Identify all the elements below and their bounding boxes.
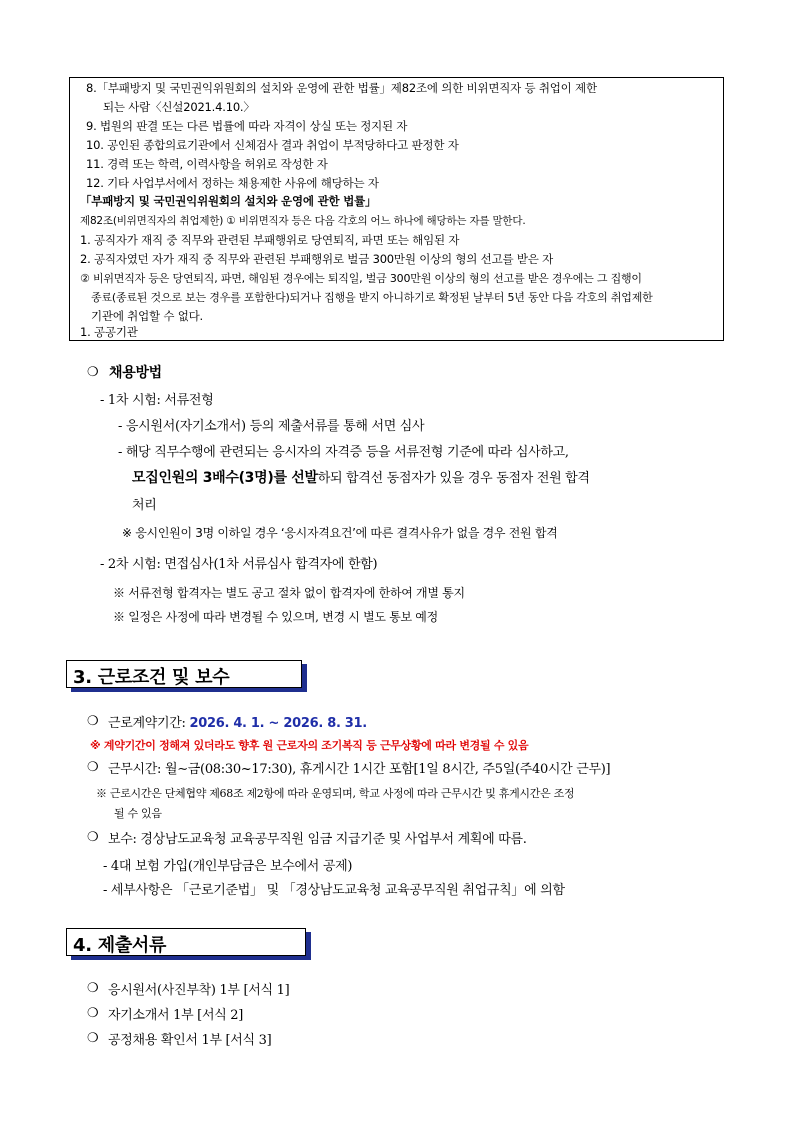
- recruit-heading: 채용방법: [109, 365, 162, 381]
- note-2: ※ 일정은 사정에 따라 변경될 수 있으며, 변경 시 별도 통보 예정: [113, 610, 438, 624]
- pay-details: - 세부사항은 「근로기준법」 및 「경상남도교육청 교육공무직원 취업규칙」에 의함: [103, 883, 565, 898]
- step1-b1: - 해당 직무수행에 관련되는 응시자의 자격증 등을 서류전형 기준에 따라 심사하고,: [118, 445, 569, 460]
- step1-b2: [132, 467, 590, 487]
- bullet-icon: ❍: [87, 981, 99, 996]
- box-line-11: 11. 경력 또는 학력, 이력사항을 허위로 작성한 자: [86, 157, 328, 171]
- contract-period-note: ※ 계약기간이 정해져 있더라도 향후 원 근로자의 조기복직 등 근무상황에 따라 변경될 수 있음: [90, 739, 529, 752]
- box-item-public: 1. 공공기관: [80, 325, 138, 339]
- contract-period: [108, 712, 367, 731]
- doc-item: 응시원서(사진부착) 1부 [서식 1]: [108, 983, 290, 998]
- work-hours-note-cont: 될 수 있음: [114, 807, 162, 820]
- pay: 보수: 경상남도교육청 교육공무직원 임금 지급기준 및 사업부서 계획에 따름.: [108, 832, 527, 847]
- box-para-2-cont2: 기관에 취업할 수 없다.: [91, 309, 204, 323]
- bullet-icon: ❍: [87, 1006, 99, 1021]
- box-article: 제82조(비위면직자의 취업제한) ① 비위면직자 등은 다음 각호의 어느 하나에 해당하는 자를 말한다.: [80, 215, 526, 227]
- bullet-icon: ❍: [87, 830, 99, 845]
- step1-b3: 처리: [132, 498, 157, 513]
- bullet-icon: ❍: [87, 1031, 99, 1046]
- work-hours: 근무시간: 월∼금(08:30~17:30), 휴게시간 1시간 포함[1일 8시간, 주5일(주40시간 근무)]: [108, 762, 611, 777]
- box-item-2: 2. 공직자였던 자가 재직 중 직무와 관련된 부패행위로 벌금 300만원 이상의 형의 선고를 받은 자: [80, 252, 554, 266]
- box-item-1: 1. 공직자가 재직 중 직무와 관련된 부패행위로 당연퇴직, 파면 또는 해임된 자: [80, 233, 460, 247]
- box-line-8-cont: 되는 사람〈신설2021.4.10.〉: [103, 100, 255, 114]
- box-line-12: 12. 기타 사업부서에서 정하는 채용제한 사유에 해당하는 자: [86, 176, 379, 190]
- bullet-icon: ❍: [87, 714, 99, 729]
- bullet-icon: ❍: [87, 760, 99, 775]
- step1-b2-bold: 모집인원의 3배수(3명)를 선발: [132, 470, 318, 486]
- section3-title: 3. 근로조건 및 보수: [73, 667, 230, 688]
- contract-period-label: 근로계약기간:: [108, 716, 190, 731]
- step2: - 2차 시험: 면접심사(1차 서류심사 합격자에 한함): [100, 557, 378, 572]
- doc-item: 공정채용 확인서 1부 [서식 3]: [108, 1033, 272, 1048]
- step1-b2-rest: 하되 합격선 동점자가 있을 경우 동점자 전원 합격: [317, 471, 590, 486]
- section4-title: 4. 제출서류: [73, 935, 167, 956]
- step1-a: - 응시원서(자기소개서) 등의 제출서류를 통해 서면 심사: [118, 419, 425, 434]
- note-1: ※ 서류전형 합격자는 별도 공고 절차 없이 합격자에 한하여 개별 통지: [113, 586, 465, 600]
- bullet-icon: ❍: [87, 365, 99, 380]
- doc-item: 자기소개서 1부 [서식 2]: [108, 1008, 244, 1023]
- box-line-8: 8.「부패방지 및 국민권익위원회의 설치와 운영에 관한 법률」제82조에 의한 비위면직자 등 취업이 제한: [86, 81, 597, 95]
- contract-period-value: 2026. 4. 1. ~ 2026. 8. 31.: [189, 716, 367, 731]
- box-line-9: 9. 법원의 판결 또는 다른 법률에 따라 자격이 상실 또는 정지된 자: [86, 119, 408, 133]
- box-law-title: 「부패방지 및 국민권익위원회의 설치와 운영에 관한 법률」: [80, 194, 377, 208]
- pay-insurance: - 4대 보험 가입(개인부담금은 보수에서 공제): [103, 859, 353, 874]
- step1-note: ※ 응시인원이 3명 이하일 경우 ‘응시자격요건’에 따른 결격사유가 없을 경우 전원 합격: [122, 526, 558, 540]
- step1: - 1차 시험: 서류전형: [100, 393, 214, 408]
- box-line-10: 10. 공인된 종합의료기관에서 신체검사 결과 취업이 부적당하다고 판정한 자: [86, 138, 459, 152]
- work-hours-note: ※ 근로시간은 단체협약 제68조 제2항에 따라 운영되며, 학교 사정에 따라 근무시간 및 휴게시간은 조정: [96, 787, 575, 800]
- box-para-2-cont: 종료(종료된 것으로 보는 경우를 포함한다)되거나 집행을 받지 아니하기로 확정된 날부터 5년 동안 다음 각호의 취업제한: [91, 291, 653, 304]
- box-para-2: ② 비위면직자 등은 당연퇴직, 파면, 해임된 경우에는 퇴직일, 벌금 300만원 이상의 형의 선고를 받은 경우에는 그 집행이: [80, 272, 642, 285]
